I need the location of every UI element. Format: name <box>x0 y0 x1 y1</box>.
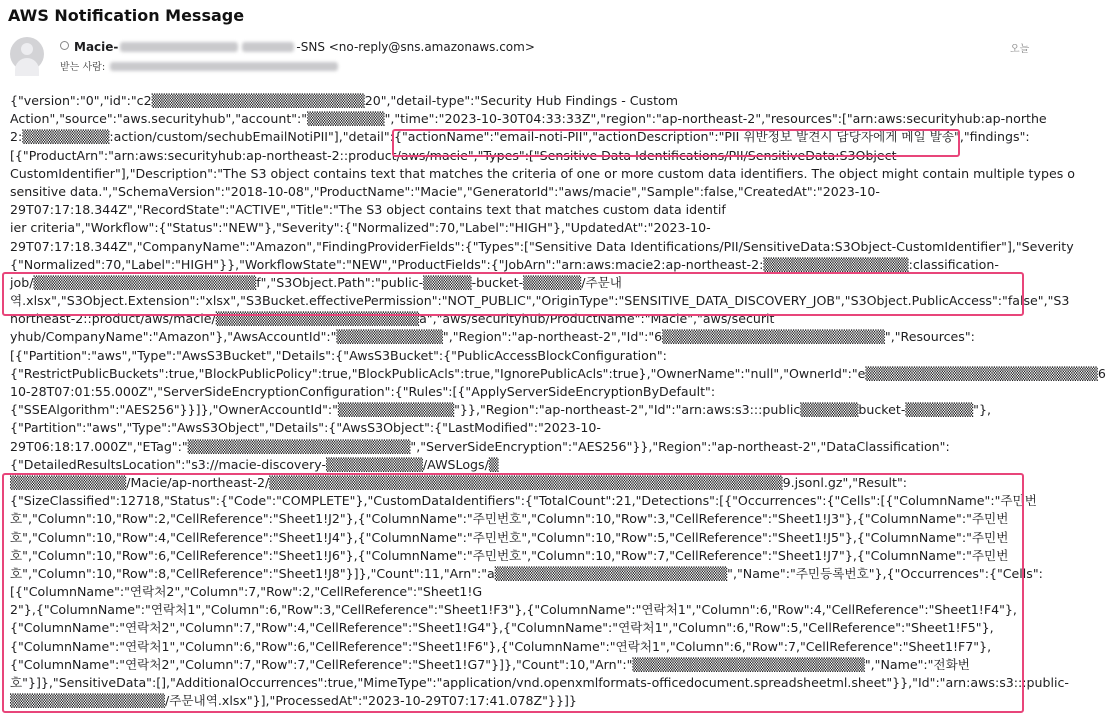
to-label: 받는 사람: <box>60 62 106 73</box>
body-line: 호","Column":10,"Row":4,"CellReference":"Sheet1!J4"},{"ColumnName":"주민번호","Column":10,"Row":5,"CellReference":"Sheet1!J5"},{"ColumnName":"주민번 <box>10 529 1009 545</box>
body-line: sensitive data.","SchemaVersion":"2018-10-08","ProductName":"Macie","GeneratorId":"aws/macie","Sample":false,"CreatedAt":"2023-10- <box>10 183 880 199</box>
body-line: {"ColumnName":"연락처2","Column":7,"Row":4,"CellReference":"Sheet1!G4"},{"ColumnName":"연락처1","Column":6,"Row":5,"CellReference":"Sheet1!F5"}, <box>10 620 994 636</box>
email-subject: AWS Notification Message <box>8 6 245 25</box>
body-line: [{"ColumnName":"연락처2","Column":7,"Row":2,"CellReference":"Sheet1!G <box>10 584 483 600</box>
unread-dot-icon <box>60 41 69 50</box>
body-line: 2:▒▒▒▒▒▒▒▒▒:action/custom/sechubEmailNotiPII"],"detail":{"actionName":"email-noti-PII","actionDescription":"PII 위반정보 발견시 담당자에게 메일 발송","findings": <box>10 129 1030 145</box>
body-line: ▒▒▒▒▒▒▒▒▒▒▒▒/Macie/ap-northeast-2/▒▒▒▒▒▒▒▒▒▒▒▒▒▒▒▒▒▒▒▒▒▒▒▒▒▒▒▒▒▒▒▒▒▒▒▒▒▒▒▒▒▒▒▒▒▒▒▒▒▒▒▒▒9.jsonl.gz","Result": <box>10 474 907 490</box>
body-line: {"Normalized":70,"Label":"HIGH"}},"WorkflowState":"NEW","ProductFields":{"JobArn":"arn:aws:macie2:ap-northeast-2:▒▒▒▒▒▒▒▒▒▒▒▒▒▒▒:classification- <box>10 256 999 272</box>
body-line: [{"ProductArn":"arn:aws:securityhub:ap-northeast-2::product/aws/macie","Types":["Sensitive Data Identifications/PII/SensitiveData:S3Object- <box>10 147 902 163</box>
redacted-recipient <box>110 62 338 71</box>
body-line: job/▒▒▒▒▒▒▒▒▒▒▒▒▒▒▒▒▒▒▒▒▒▒▒f","S3Object.Path":"public-▒▒▒▒▒-bucket-▒▒▒▒▒▒/주문내 <box>10 274 622 290</box>
body-line: {"ColumnName":"연락처1","Column":6,"Row":6,"CellReference":"Sheet1!F6"},{"ColumnName":"연락처1","Column":6,"Row":7,"CellReference":"Sheet1!F7"}, <box>10 638 992 654</box>
redacted-sender-part <box>120 42 238 52</box>
body-line: 호","Column":10,"Row":6,"CellReference":"Sheet1!J6"},{"ColumnName":"주민번호","Column":10,"Row":7,"CellReference":"Sheet1!J7"},{"ColumnName":"주민번 <box>10 547 1009 563</box>
body-line: {"SizeClassified":12718,"Status":{"Code":"COMPLETE"},"CustomDataIdentifiers":{"TotalCount":21,"Detections":[{"Occurrences":{"Cells":[{"ColumnName":"주민번 <box>10 493 1037 509</box>
message-body <box>10 92 1106 710</box>
body-line: 호"}]},"SensitiveData":[],"AdditionalOccurrences":true,"MimeType":"application/vnd.openxmlformats-officedocument.spreadsheetml.sheet"}},"Id":"arn:aws:s3:::public- <box>10 675 1069 690</box>
body-line: {"Partition":"aws","Type":"AwsS3Object","Details":{"AwsS3Object":{"LastModified":"2023-10- <box>10 420 601 436</box>
body-line: 10-28T07:01:55.000Z","ServerSideEncryptionConfiguration":{"Rules":[{"ApplyServerSideEncryptionByDefault": <box>10 384 716 399</box>
sender-address: -SNS <no-reply@sns.amazonaws.com> <box>296 40 535 54</box>
body-line: 역.xlsx","S3Object.Extension":"xlsx","S3Bucket.effectivePermission":"NOT_PUBLIC","OriginType":"SENSITIVE_DATA_DISCOVERY_JOB","S3Object.PublicAccess":"false","S3 <box>10 293 1070 309</box>
date-label: 오늘 <box>1010 44 1030 55</box>
body-line: 29T06:18:17.000Z","ETag":"▒▒▒▒▒▒▒▒▒▒▒▒▒▒▒▒▒▒▒▒▒▒▒","ServerSideEncryption":"AES256"}},"Region":"ap-northeast-2","DataClassification": <box>10 438 950 454</box>
body-line: 29T07:17:18.344Z","RecordState":"ACTIVE","Title":"The S3 object contains text that matches custom data identif <box>10 202 726 218</box>
body-line: ▒▒▒▒▒▒▒▒▒▒▒▒▒▒▒▒/주문내역.xlsx"}],"ProcessedAt":"2023-10-29T07:17:41.078Z"}}]} <box>10 693 577 709</box>
body-line: [{"Partition":"aws","Type":"AwsS3Bucket","Details":{"AwsS3Bucket":{"PublicAccessBlockConfiguration": <box>10 347 667 363</box>
body-line: 29T07:17:18.344Z","CompanyName":"Amazon","FindingProviderFields":{"Types":["Sensitive Data Identifications/PII/SensitiveData:S3Object-CustomIdentifier"],"Severity <box>10 238 1074 254</box>
body-line: {"ColumnName":"연락처2","Column":7,"Row":7,"CellReference":"Sheet1!G7"}]},"Count":10,"Arn":"▒▒▒▒▒▒▒▒▒▒▒▒▒▒▒▒▒▒▒▒▒▒▒▒","Name":"전화번 <box>10 656 970 672</box>
body-line: 호","Column":10,"Row":8,"CellReference":"Sheet1!J8"}]},"Count":11,"Arn":"a▒▒▒▒▒▒▒▒▒▒▒▒▒▒▒▒▒▒▒▒▒▒▒▒","Name":"주민등록번호"},{"Occurrences":{"Cells": <box>10 565 1043 581</box>
body-line: {"RestrictPublicBuckets":true,"BlockPublicPolicy":true,"BlockPublicAcls":true,"IgnorePublicAcls":true},"OwnerName":"null","OwnerId":"e▒▒▒▒▒▒▒▒▒▒▒▒▒▒▒▒▒▒▒▒▒▒▒▒6 <box>10 365 1106 381</box>
avatar-torso <box>15 58 39 76</box>
avatar-head <box>21 43 33 55</box>
redacted-sender-part-2 <box>242 42 294 52</box>
body-line: northeast-2::product/aws/macie/▒▒▒▒▒▒▒▒▒▒▒▒▒▒▒▒▒▒▒▒▒a","aws/securityhub/ProductName":"Macie","aws/securit <box>10 311 775 327</box>
body-line: Action","source":"aws.securityhub","account":"▒▒▒▒▒▒▒▒","time":"2023-10-30T04:33:33Z","region":"ap-northeast-2","resources":["arn:aws:securityhub:ap-northe <box>10 111 1047 127</box>
from-line[interactable] <box>60 40 535 54</box>
sender-name-prefix: Macie- <box>74 40 119 54</box>
body-line: 2"},{"ColumnName":"연락처1","Column":6,"Row":3,"CellReference":"Sheet1!F3"},{"ColumnName":"연락처1","Column":6,"Row":4,"CellReference":"Sheet1!F4"}, <box>10 602 1017 618</box>
to-line <box>60 58 340 73</box>
body-line: {"version":"0","id":"c2▒▒▒▒▒▒▒▒▒▒▒▒▒▒▒▒▒▒▒▒▒▒20","detail-type":"Security Hub Findings - Custom <box>10 93 679 108</box>
body-line: CustomIdentifier"],"Description":"The S3 object contains text that matches the criteria of one or more custom data identifiers. The object might contain multiple types o <box>10 165 1075 181</box>
body-line: ier criteria","Workflow":{"Status":"NEW"},"Severity":{"Normalized":70,"Label":"HIGH"},"UpdatedAt":"2023-10- <box>10 220 711 236</box>
body-line: 호","Column":10,"Row":2,"CellReference":"Sheet1!J2"},{"ColumnName":"주민번호","Column":10,"Row":3,"CellReference":"Sheet1!J3"},{"ColumnName":"주민번 <box>10 511 1009 527</box>
body-line: yhub/CompanyName":"Amazon"},"AwsAccountId":"▒▒▒▒▒▒▒▒▒▒▒","Region":"ap-northeast-2","Id":"6▒▒▒▒▒▒▒▒▒▒▒▒▒▒▒▒▒▒▒▒▒▒▒","Resources": <box>10 329 975 345</box>
sender-avatar[interactable] <box>10 37 44 71</box>
body-line: {"DetailedResultsLocation":"s3://macie-discovery-▒▒▒▒▒▒▒▒▒▒/AWSLogs/▒ <box>10 456 499 472</box>
body-line: {"SSEAlgorithm":"AES256"}}]},"OwnerAccountId":"▒▒▒▒▒▒▒▒▒▒▒▒"}},"Region":"ap-northeast-2","Id":"arn:aws:s3:::public▒▒▒▒▒▒bucket-▒▒▒▒▒▒▒"}, <box>10 402 991 418</box>
